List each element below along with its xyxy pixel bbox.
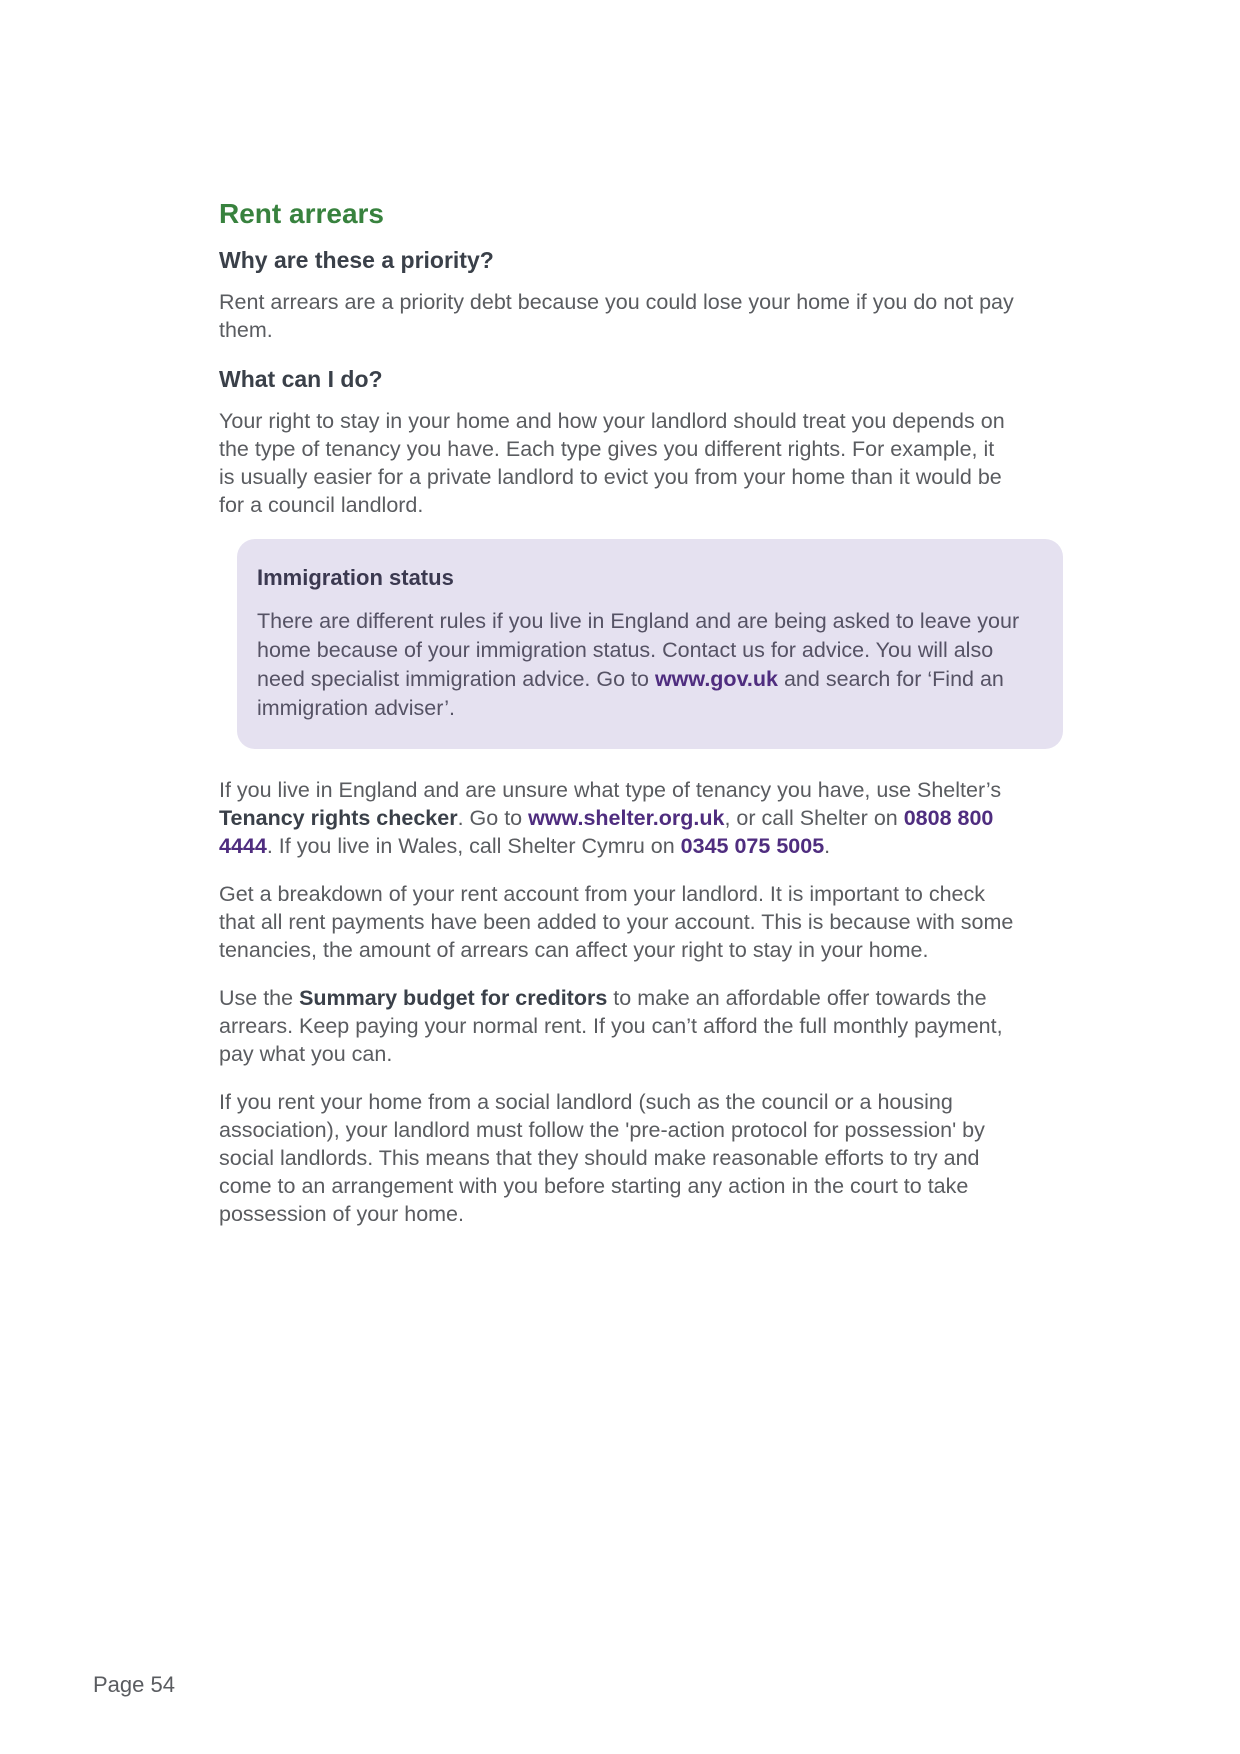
shelter-cymru-phone-link[interactable]: 0345 075 5005 [680,834,825,858]
text-run: , or call Shelter on [724,806,904,830]
subheading-why-priority: Why are these a priority? [219,247,494,273]
page-number: Page 54 [93,1672,175,1697]
shelter-phone-link[interactable]: 0808 800 4444 [219,806,994,858]
paragraph-rent-account: Get a breakdown of your rent account from your landlord. It is important to check that all rent payments have been added to your account. This is because with some tenancies, the amount of arrears can affect your right to stay in your home. [219,882,1014,962]
text-run: If you live in England and are unsure what type of tenancy you have, use Shelter’s [219,778,1002,802]
section-title: Rent arrears [219,198,384,229]
shelter-org-uk-link[interactable]: www.shelter.org.uk [528,806,725,830]
subheading-what-can-i-do: What can I do? [219,366,383,392]
callout-title: Immigration status [257,565,454,590]
text-run: . If you live in Wales, call Shelter Cymru on [266,834,681,858]
text-run: Use the [219,986,300,1010]
callout-text-post: and search for ‘Find an immigration adviser’. [257,667,1004,720]
callout-text-pre: There are different rules if you live in England and are being asked to leave your home because of your immigration status. Contact us for advice. You will also need specialist immigration advice. Go to [257,609,1020,691]
text-run: to make an affordable offer towards the arrears. Keep paying your normal rent. If you can’t afford the full monthly payment, pay what you can. [219,986,1003,1066]
paragraph-summary-budget [219,984,1014,1068]
paragraph-priority-debt: Rent arrears are a priority debt because you could lose your home if you do not pay them. [219,290,1014,342]
immigration-status-callout [237,539,1063,749]
summary-budget-label: Summary budget for creditors [299,986,608,1010]
main-content [219,197,1020,1248]
tenancy-rights-checker-label: Tenancy rights checker [219,806,458,830]
callout-body [257,607,1027,723]
text-run: . Go to [457,806,529,830]
text-run: . [824,834,831,858]
paragraph-shelter-contact [219,776,1014,860]
gov-uk-link[interactable]: www.gov.uk [654,667,778,691]
paragraph-social-landlord: If you rent your home from a social landlord (such as the council or a housing association), your landlord must follow the 'pre-action protocol for possession' by social landlords. This means that they should make reasonable efforts to try and come to an arrangement with you before starting any action in the court to take possession of your home. [219,1090,985,1226]
paragraph-tenancy-rights: Your right to stay in your home and how your landlord should treat you depends on the type of tenancy you have. Each type gives you different rights. For example, it is usually easier for a private landlord to evict you from your home than it would be for a council landlord. [219,409,1005,517]
